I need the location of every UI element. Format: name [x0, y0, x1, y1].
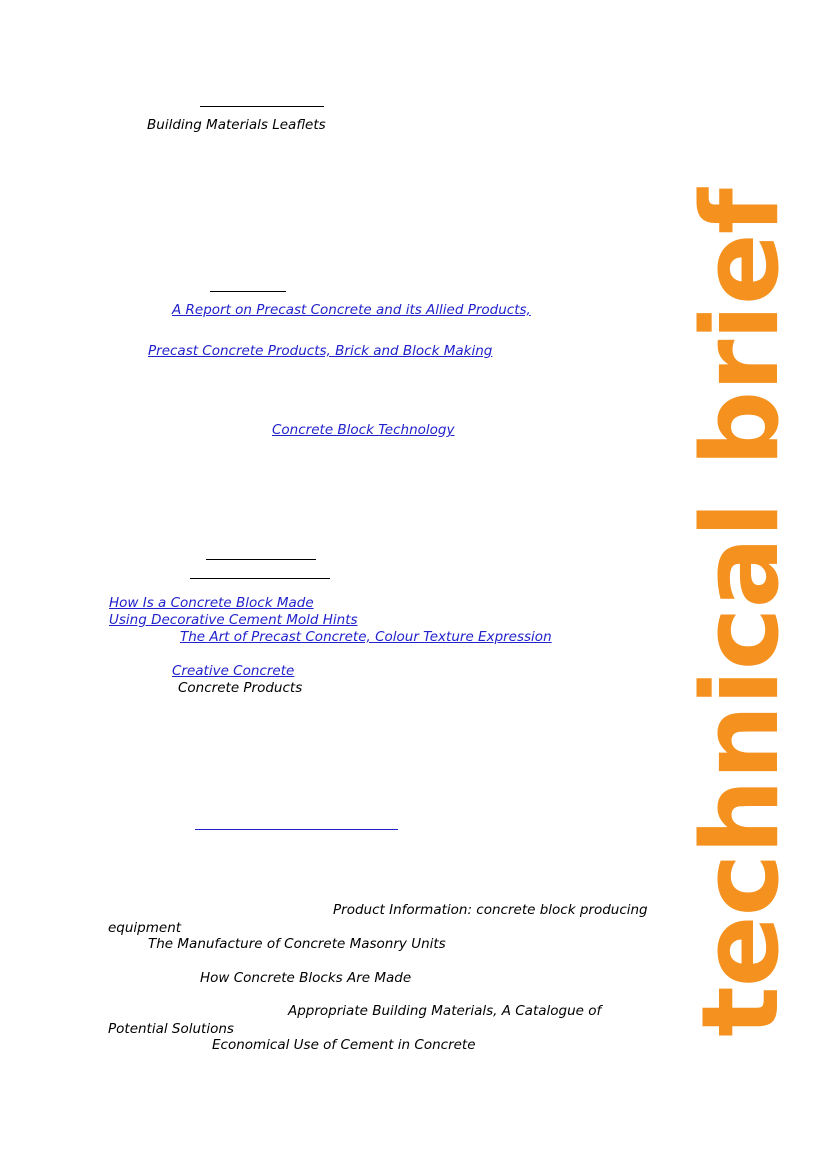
entry-economical-use-of-cement: Economical Use of Cement in Concrete — [212, 1037, 476, 1053]
sidebar-technical-brief — [666, 0, 816, 1100]
entry-creative-concrete[interactable]: Creative Concrete — [172, 663, 295, 679]
heading-rule-top — [200, 106, 324, 107]
heading-rule-fourth — [195, 829, 398, 830]
entry-art-of-precast-concrete[interactable]: The Art of Precast Concrete, Colour Texture Expression — [180, 629, 552, 645]
entry-how-concrete-blocks-are-made: How Concrete Blocks Are Made — [200, 970, 412, 986]
entry-manufacture-concrete-masonry-units: The Manufacture of Concrete Masonry Units — [148, 936, 446, 952]
entry-building-materials-leaflets: Building Materials Leaflets — [147, 117, 326, 133]
entry-precast-concrete-products[interactable]: Precast Concrete Products, Brick and Block Making — [148, 343, 493, 359]
entry-how-is-a-concrete-block-made[interactable]: How Is a Concrete Block Made — [109, 595, 314, 611]
heading-rule-second — [210, 291, 286, 292]
entry-concrete-block-technology[interactable]: Concrete Block Technology — [272, 422, 455, 438]
entry-concrete-products: Concrete Products — [178, 680, 303, 696]
entry-decorative-cement-mold-hints[interactable]: Using Decorative Cement Mold Hints — [109, 612, 358, 628]
entry-appropriate-building-materials: Appropriate Building Materials, A Catalogue of Potential Solutions — [108, 1003, 602, 1038]
entry-product-information-equipment: Product Information: concrete block producing equipment — [108, 902, 648, 937]
heading-rule-third-lower — [190, 578, 330, 579]
sidebar-title-text: technical brief — [679, 189, 802, 1037]
entry-report-precast-concrete[interactable]: A Report on Precast Concrete and its Allied Products, — [172, 302, 531, 318]
heading-rule-third-upper — [206, 559, 316, 560]
